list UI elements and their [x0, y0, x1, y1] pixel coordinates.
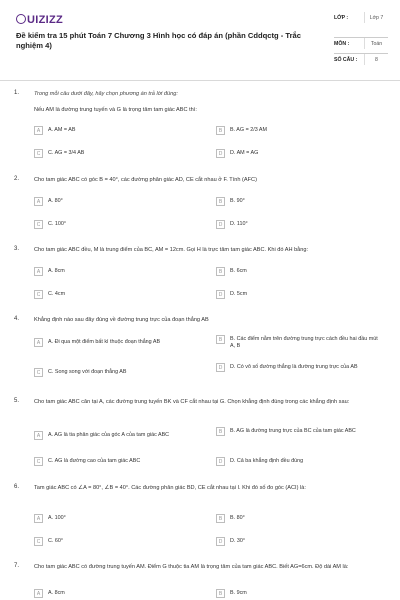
option-c-marker: C [34, 537, 43, 546]
quizizz-logo: UIZIZZ [16, 14, 63, 26]
option-a-marker: A [34, 126, 43, 135]
option-b[interactable]: B B. AG = 2/3 AM [216, 125, 386, 137]
option-c[interactable]: C C. 60° [34, 536, 204, 548]
option-c-marker: C [34, 457, 43, 466]
option-d[interactable]: D D. Có vô số đường thẳng là đường trung trực của AB [216, 362, 386, 374]
question-number: 2. [14, 176, 20, 182]
question-text: Khẳng định nào sau đây đúng về đường trung trực của đoạn thẳng AB [34, 317, 209, 323]
worksheet-meta [334, 12, 388, 69]
option-b[interactable]: B B. Các điểm nằm trên đường trung trực cách đều hai đầu mút A, B [216, 334, 386, 346]
option-a-marker: A [34, 267, 43, 276]
option-a-marker: A [34, 197, 43, 206]
option-a[interactable]: A A. 8cm [34, 588, 204, 600]
question-text: Nếu AM là đường trung tuyến và G là trọng tâm tam giác ABC thì: [34, 107, 197, 113]
option-b-marker: B [216, 335, 225, 344]
question-text: Cho tam giác ABC cân tại A, các đường trung tuyến BK và CF cắt nhau tại G. Chọn khẳng định đúng trong các khẳng định sau: [34, 399, 350, 405]
option-b-marker: B [216, 427, 225, 436]
option-a[interactable]: A A. AG là tia phân giác của góc A của tam giác ABC [34, 430, 204, 442]
question-number: 7. [14, 563, 20, 569]
option-a-marker: A [34, 431, 43, 440]
option-d-marker: D [216, 149, 225, 158]
option-d[interactable]: D D. 110° [216, 219, 386, 231]
worksheet-header [0, 0, 400, 80]
option-d[interactable]: D D. Cả ba khẳng định đều đúng [216, 456, 386, 468]
meta-class: LỚP : Lớp 7 [334, 12, 388, 38]
option-c[interactable]: C C. AG = 3/4 AB [34, 148, 204, 160]
question-instruction: Trong mỗi câu dưới đây, hãy chọn phương án trả lời đúng: [34, 91, 178, 97]
option-b[interactable]: B B. 90° [216, 196, 386, 208]
option-b-marker: B [216, 514, 225, 523]
option-a-marker: A [34, 514, 43, 523]
option-c-marker: C [34, 220, 43, 229]
option-d[interactable]: D D. 5cm [216, 289, 386, 301]
option-a[interactable]: A A. Đi qua một điểm bất kì thuộc đoạn thẳng AB [34, 337, 204, 349]
option-b-marker: B [216, 589, 225, 598]
option-d[interactable]: D D. AM = AG [216, 148, 386, 160]
question-text: Cho tam giác ABC có đường trung tuyến AM. Điểm G thuộc tia AM là trọng tâm của tam giác ABC. Biết AG=6cm. Độ dài AM là: [34, 564, 349, 570]
option-d-marker: D [216, 457, 225, 466]
option-b[interactable]: B B. 9cm [216, 588, 386, 600]
option-b[interactable]: B B. 6cm [216, 266, 386, 278]
option-d-marker: D [216, 363, 225, 372]
meta-subject: MÔN : Toán [334, 38, 388, 54]
question-number: 5. [14, 398, 20, 404]
question-number: 4. [14, 316, 20, 322]
question-number: 6. [14, 484, 20, 490]
option-b-marker: B [216, 126, 225, 135]
question-text: Tam giác ABC có ∠A = 80°, ∠B = 40°. Các đường phân giác BD, CE cắt nhau tại I. Khi đó số đo góc (ACI) là: [34, 485, 306, 491]
option-d-marker: D [216, 537, 225, 546]
option-c[interactable]: C C. AG là đường cao của tam giác ABC [34, 456, 204, 468]
option-c-marker: C [34, 368, 43, 377]
option-d-marker: D [216, 220, 225, 229]
option-b-marker: B [216, 267, 225, 276]
option-a[interactable]: A A. AM = AB [34, 125, 204, 137]
option-d-marker: D [216, 290, 225, 299]
question-text: Cho tam giác ABC có góc B = 40°, các đường phân giác AD, CE cắt nhau ở F. Tính (AFC) [34, 177, 257, 183]
option-b[interactable]: B B. AG là đường trung trực của BC của tam giác ABC [216, 426, 386, 438]
option-b[interactable]: B B. 80° [216, 513, 386, 525]
question-number: 1. [14, 90, 20, 96]
option-c[interactable]: C C. Song song với đoạn thẳng AB [34, 367, 204, 379]
header-divider [0, 80, 400, 81]
question-number: 3. [14, 246, 20, 252]
worksheet-title: Đề kiểm tra 15 phút Toán 7 Chương 3 Hình học có đáp án (phần Cddqctg - Trắc nghiệm 4) [16, 31, 302, 50]
option-a[interactable]: A A. 80° [34, 196, 204, 208]
option-b-marker: B [216, 197, 225, 206]
option-a[interactable]: A A. 100° [34, 513, 204, 525]
logo-q-icon [16, 14, 26, 24]
option-d[interactable]: D D. 30° [216, 536, 386, 548]
option-c-marker: C [34, 149, 43, 158]
option-a-marker: A [34, 338, 43, 347]
option-c[interactable]: C C. 4cm [34, 289, 204, 301]
option-c[interactable]: C C. 100° [34, 219, 204, 231]
question-text: Cho tam giác ABC đều, M là trung điểm của BC, AM = 12cm. Gọi H là trực tâm tam giác ABC. Khi đó AH bằng: [34, 247, 309, 253]
option-a[interactable]: A A. 8cm [34, 266, 204, 278]
option-a-marker: A [34, 589, 43, 598]
meta-question-count: SỐ CÂU : 8 [334, 54, 388, 69]
option-c-marker: C [34, 290, 43, 299]
